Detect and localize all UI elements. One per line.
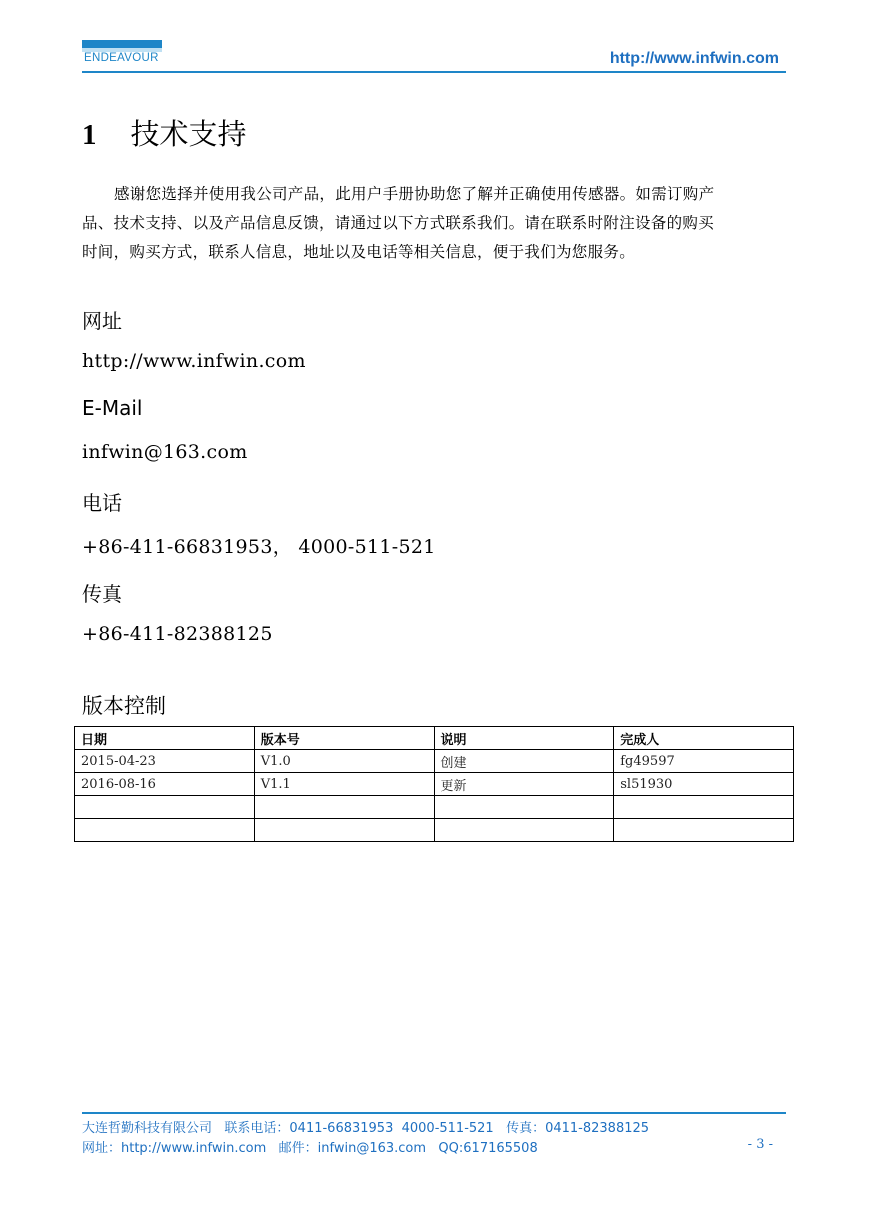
section-heading [82,112,247,153]
email-value[interactable]: infwin@163.com [82,441,248,463]
phone-value: +86-411-66831953， 4000-511-521 [82,536,436,558]
footer-divider [82,1112,786,1114]
table-cell [614,796,794,819]
footer-company-line: 大连哲勤科技有限公司 联系电话：0411-66831953 4000-511-521 传真：0411-82388125 [82,1121,650,1136]
fax-label: 传真 [82,582,122,606]
logo-text: ENDEAVOUR [84,52,159,64]
email-label: E-Mail [82,396,143,420]
table-cell [75,819,255,842]
table-cell: 更新 [434,773,614,796]
table-cell: sl51930 [614,773,794,796]
column-header: 完成人 [614,727,794,750]
table-cell: V1.0 [254,750,434,773]
table-cell: V1.1 [254,773,434,796]
table-cell [434,796,614,819]
column-header: 日期 [75,727,255,750]
column-header: 说明 [434,727,614,750]
table-cell [254,796,434,819]
table-cell [75,796,255,819]
version-control-title: 版本控制 [82,694,166,718]
header-divider [82,71,786,73]
website-label: 网址 [82,309,122,333]
table-cell [614,819,794,842]
table-row [75,750,794,773]
table-cell: fg49597 [614,750,794,773]
logo-bar [82,40,162,48]
phone-label: 电话 [82,491,122,515]
column-header: 版本号 [254,727,434,750]
section-number: 1 [82,119,97,151]
intro-line: 品、技术支持、以及产品信息反馈，请通过以下方式联系我们。请在联系时附注设备的购买 [82,214,715,232]
fax-value: +86-411-82388125 [82,623,273,645]
table-cell: 2016-08-16 [75,773,255,796]
company-logo [82,40,162,72]
intro-paragraph [82,180,786,267]
header-url-link[interactable]: http://www.infwin.com [609,50,779,67]
version-table [74,726,794,842]
table-row [75,819,794,842]
section-title: 技术支持 [130,117,247,151]
table-row [75,773,794,796]
website-value[interactable]: http://www.infwin.com [82,350,306,372]
table-cell [434,819,614,842]
intro-line: 感谢您选择并使用我公司产品，此用户手册协助您了解并正确使用传感器。如需订购产 [114,185,715,203]
table-header-row [75,727,794,750]
footer-contact-line: 网址：http://www.infwin.com 邮件：infwin@163.com QQ:617165508 [82,1141,538,1156]
table-cell: 2015-04-23 [75,750,255,773]
table-row [75,796,794,819]
table-cell [254,819,434,842]
page-number: - 3 - [747,1137,773,1152]
table-cell: 创建 [434,750,614,773]
intro-line: 时间，购买方式，联系人信息，地址以及电话等相关信息，便于我们为您服务。 [82,243,636,261]
